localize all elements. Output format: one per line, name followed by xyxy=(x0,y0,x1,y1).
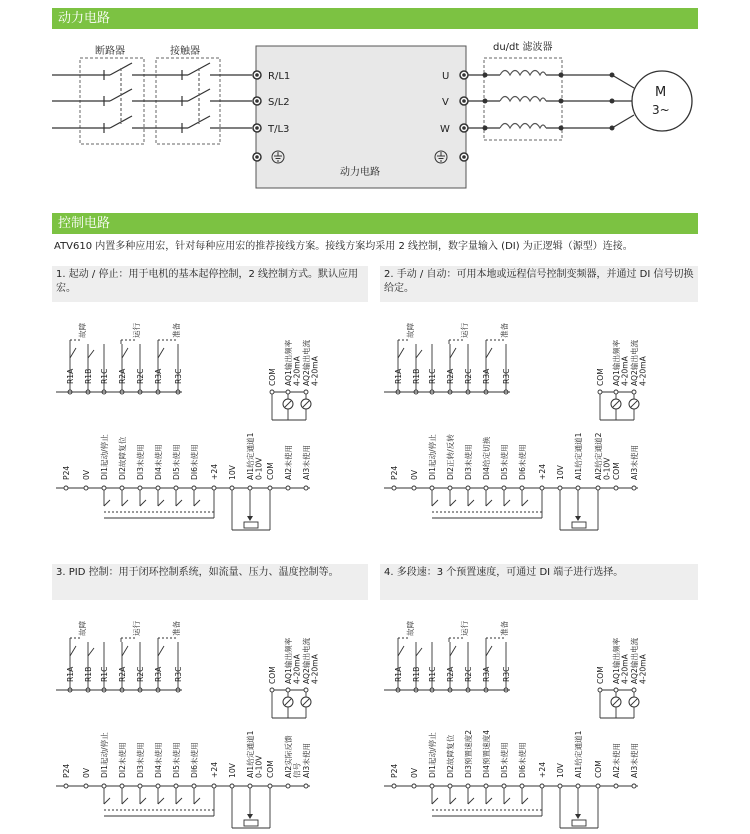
panel-1-di-switch xyxy=(158,500,164,506)
panel-4-relay-contact xyxy=(486,646,492,656)
control-circuit-header-text: 控制电路 xyxy=(58,216,111,231)
panel-2-relay-group-label: 运行 xyxy=(460,322,469,338)
panel-4-relay-terminal xyxy=(466,688,470,692)
motor-label-m: M xyxy=(655,85,667,100)
panel-4-relay-terminal xyxy=(448,688,452,692)
panel-2-di-switch xyxy=(450,500,456,506)
panel-1-di-terminal xyxy=(212,486,216,490)
panel-1-relay-terminal-label: R2A xyxy=(118,368,127,384)
panel-1-di-terminal xyxy=(138,486,142,490)
panel-1-relay-group-label: 故障 xyxy=(78,322,87,338)
panel-1-di-terminal-label: 0V xyxy=(82,469,91,480)
panel-2-aq-terminal xyxy=(598,390,602,394)
panel-1-di-terminal-label: DI2故障复位 xyxy=(118,436,127,480)
panel-3-relay-group-label: 准备 xyxy=(172,620,181,636)
panel-4-di-terminal xyxy=(430,784,434,788)
panel-3-di-terminal-label: DI3未使用 xyxy=(136,742,145,778)
drive-input-r: R/L1 xyxy=(268,71,291,82)
panel-2-di-terminal-label: DI4给定切换 xyxy=(482,436,491,480)
panel-3-di-switch xyxy=(194,798,200,804)
panel-4-relay-terminal xyxy=(396,688,400,692)
panel-2-relay-terminal xyxy=(430,390,434,394)
panel-1-ai-terminal-label: AI1给定通道10-10V xyxy=(246,432,264,480)
panel-3-di-terminal-label: DI4未使用 xyxy=(154,742,163,778)
panel-4-relay-group-label: 故障 xyxy=(406,620,415,636)
panel-4-di-switch xyxy=(432,798,438,804)
panel-4-ai-terminal-label: 10V xyxy=(556,763,565,778)
panel-4-relay-group-label: 准备 xyxy=(500,620,509,636)
panel-1-aq1-label: AQ1输出频率4-20mA xyxy=(284,339,302,386)
panel-2-relay-terminal xyxy=(466,390,470,394)
panel-3-relay-contact xyxy=(70,646,76,656)
panel-3-relay-terminal xyxy=(138,688,142,692)
panel-1-di-switch xyxy=(176,500,182,506)
panel-3-ai-terminal xyxy=(230,784,234,788)
panel-2-di-terminal xyxy=(540,486,544,490)
panel-3-ai-terminal-label: COM xyxy=(266,760,275,778)
panel-1-ai-terminal-label: AI2未使用 xyxy=(284,444,293,480)
panel-1-relay-terminal xyxy=(120,390,124,394)
panel-4-di-terminal-label: DI4预置速度4 xyxy=(482,729,491,778)
panel-3-relay-contact xyxy=(122,646,128,656)
panel-2-relay-terminal-label: R1B xyxy=(412,368,421,384)
panel-1-relay-terminal-label: R2C xyxy=(136,368,145,384)
panel-3-di-terminal xyxy=(120,784,124,788)
panel-3-relay-terminal xyxy=(120,688,124,692)
panel-2-relay-terminal-label: R3C xyxy=(502,368,511,384)
panel-1-ai-terminal xyxy=(248,486,252,490)
panel-4-ammeter-icon xyxy=(629,697,639,707)
panel-2-relay-terminal xyxy=(396,390,400,394)
power-circuit-header xyxy=(52,8,698,29)
panel-2-di-terminal xyxy=(484,486,488,490)
panel-2-potentiometer-icon xyxy=(572,522,586,528)
panel-1-ammeter-needle xyxy=(285,401,291,407)
panel-4-relay-contact xyxy=(416,648,422,656)
panel-3-ai-terminal xyxy=(268,784,272,788)
panel-3-di-switch xyxy=(104,798,110,804)
panel-3-relay-contact xyxy=(88,648,94,656)
panel-2-di-terminal-label: DI3未使用 xyxy=(464,444,473,480)
panel-1-relay-terminal xyxy=(176,390,180,394)
panel-3-relay-terminal-label: R1A xyxy=(66,666,75,682)
panel-3-di-terminal xyxy=(138,784,142,788)
panel-4-ammeter-needle xyxy=(613,699,619,705)
panel-1-relay-terminal xyxy=(156,390,160,394)
drive-output-w: W xyxy=(440,124,450,135)
panel-1-di-terminal xyxy=(120,486,124,490)
panel-3-relay-terminal xyxy=(176,688,180,692)
panel-3-aq-terminal xyxy=(286,688,290,692)
panel-2-pot-arrow xyxy=(575,516,581,521)
panel-2-relay-terminal-label: R1A xyxy=(394,368,403,384)
panel-2-relay-terminal xyxy=(484,390,488,394)
panel-3-title: 3. PID 控制：用于闭环控制系统，如流量、压力、温度控制等。 xyxy=(52,564,368,600)
drive-output-v: V xyxy=(442,97,449,108)
panel-1-ammeter-icon xyxy=(301,399,311,409)
panel-1-di-terminal-label: DI1起动/停止 xyxy=(100,434,109,480)
panel-4-di-switch xyxy=(522,798,528,804)
panel-2-ai-terminal-label: COM xyxy=(612,462,621,480)
panel-2-relay-terminal xyxy=(448,390,452,394)
panel-3-di-terminal xyxy=(84,784,88,788)
panel-4-di-terminal-label: +24 xyxy=(538,761,547,778)
panel-1-di-terminal-label: +24 xyxy=(210,463,219,480)
panel-2-di-terminal-label: DI2正转/反转 xyxy=(446,434,455,480)
panel-4-ai-terminal xyxy=(576,784,580,788)
panel-4-relay-contact xyxy=(398,646,404,656)
panel-1-pot-arrow xyxy=(247,516,253,521)
panel-1-ai-terminal-label: COM xyxy=(266,462,275,480)
panel-3-ammeter-needle xyxy=(285,699,291,705)
panel-3-ai-terminal-label: AI2实际反馈信号 xyxy=(284,735,302,778)
panel-4-aq2-label: AQ2输出电流4-20mA xyxy=(630,637,648,684)
panel-4-di-switch xyxy=(450,798,456,804)
panel-3-ai-terminal-label: 10V xyxy=(228,763,237,778)
panel-3-relay-terminal xyxy=(86,688,90,692)
panel-4-ai-terminal-label: AI3未使用 xyxy=(630,742,639,778)
panel-1-ai-terminal xyxy=(286,486,290,490)
panel-3-ai-terminal xyxy=(248,784,252,788)
panel-3-di-terminal-label: P24 xyxy=(62,763,71,778)
panel-2-di-terminal-label: DI6未使用 xyxy=(518,444,527,480)
panel-2-aq2-label: AQ2输出电流4-20mA xyxy=(630,339,648,386)
panel-1-di-terminal-label: DI4未使用 xyxy=(154,444,163,480)
panel-3-relay-terminal-label: R1C xyxy=(100,666,109,682)
panel-1-di-terminal xyxy=(174,486,178,490)
panel-2-relay-group-label: 故障 xyxy=(406,322,415,338)
panel-2-ai-terminal-label: 10V xyxy=(556,465,565,480)
panel-2-di-terminal xyxy=(412,486,416,490)
panel-4-ai-terminal xyxy=(558,784,562,788)
panel-2-ammeter-needle xyxy=(631,401,637,407)
control-intro-text: ATV610 内置多种应用宏，针对每种应用宏的推荐接线方案。接线方案均采用 2 线控制，数字量输入 (DI) 为正逻辑（源型）连接。 xyxy=(54,241,633,252)
panel-4-aq-terminal xyxy=(614,688,618,692)
panel-2-relay-contact xyxy=(416,350,422,358)
panel-4-di-switch xyxy=(468,798,474,804)
panel-1-ammeter-icon xyxy=(283,399,293,409)
panel-4-relay-contact xyxy=(450,646,456,656)
panel-2-di-terminal xyxy=(466,486,470,490)
breaker-label: 断路器 xyxy=(95,46,125,57)
panel-3-relay-group-label: 运行 xyxy=(132,620,141,636)
panel-1-ai-terminal xyxy=(268,486,272,490)
panel-3-relay-group-label: 故障 xyxy=(78,620,87,636)
panel-2-di-terminal xyxy=(392,486,396,490)
panel-4-di-switch xyxy=(504,798,510,804)
panel-2-di-terminal xyxy=(520,486,524,490)
panel-4-di-terminal-label: DI1起动/停止 xyxy=(428,732,437,778)
panel-1-relay-terminal-label: R1B xyxy=(84,368,93,384)
panel-4-relay-terminal-label: R1B xyxy=(412,666,421,682)
panel-3-aq-terminal xyxy=(304,688,308,692)
panel-1-relay-terminal-label: R1C xyxy=(100,368,109,384)
panel-3-aq-com-label: COM xyxy=(268,666,277,684)
panel-1-aq-terminal xyxy=(286,390,290,394)
drive-output-u: U xyxy=(442,71,450,82)
panel-1-di-terminal xyxy=(84,486,88,490)
panel-4-di-terminal xyxy=(466,784,470,788)
drive-input-s: S/L2 xyxy=(268,97,290,108)
contactor-label: 接触器 xyxy=(170,46,200,57)
panel-3-di-terminal-label: DI6未使用 xyxy=(190,742,199,778)
power-circuit-header-text: 动力电路 xyxy=(58,11,111,26)
panel-3-relay-terminal-label: R2A xyxy=(118,666,127,682)
panel-3-di-terminal xyxy=(156,784,160,788)
panel-2-di-terminal-label: +24 xyxy=(538,463,547,480)
panel-2-relay-terminal xyxy=(504,390,508,394)
panel-4-di-terminal-label: DI2故障复位 xyxy=(446,734,455,778)
panel-2-relay-terminal xyxy=(414,390,418,394)
panel-3-di-terminal-label: DI2未使用 xyxy=(118,742,127,778)
panel-1-ai-terminal-label: 10V xyxy=(228,465,237,480)
panel-3-di-switch xyxy=(140,798,146,804)
power-circuit-diagram xyxy=(0,30,750,230)
panel-3-relay-terminal-label: R3C xyxy=(174,666,183,682)
panel-1-title: 1. 起动 / 停止：用于电机的基本起停控制，2 线控制方式。默认应用宏。 xyxy=(52,266,368,302)
panel-3-di-terminal-label: 0V xyxy=(82,767,91,778)
panel-1-aq-terminal xyxy=(270,390,274,394)
panel-4-di-terminal xyxy=(540,784,544,788)
panel-1-di-terminal-label: DI6未使用 xyxy=(190,444,199,480)
panel-4-di-switch xyxy=(486,798,492,804)
panel-2-ai-terminal xyxy=(632,486,636,490)
panel-1-relay-terminal xyxy=(68,390,72,394)
panel-1-aq-com-label: COM xyxy=(268,368,277,386)
panel-1-relay-terminal xyxy=(138,390,142,394)
panel-1-relay-terminal-label: R1A xyxy=(66,368,75,384)
panel-1-relay-terminal xyxy=(86,390,90,394)
panel-4-relay-terminal-label: R3A xyxy=(482,666,491,682)
panel-2-relay-terminal-label: R1C xyxy=(428,368,437,384)
panel-4-di-terminal-label: DI3预置速度2 xyxy=(464,729,473,778)
panel-1-relay-contact xyxy=(88,350,94,358)
panel-4-di-terminal xyxy=(448,784,452,788)
panel-4-ai-terminal-label: AI1给定通道1 xyxy=(574,730,583,778)
panel-2-ammeter-needle xyxy=(613,401,619,407)
panel-3-ammeter-icon xyxy=(301,697,311,707)
panel-2-ai-terminal xyxy=(596,486,600,490)
panel-3-relay-terminal xyxy=(68,688,72,692)
panel-2-relay-contact xyxy=(486,348,492,358)
panel-3-relay-terminal-label: R2C xyxy=(136,666,145,682)
panel-3-di-switch xyxy=(122,798,128,804)
panel-4-di-terminal-label: DI6未使用 xyxy=(518,742,527,778)
panel-1-di-switch xyxy=(194,500,200,506)
panel-4-title: 4. 多段速：3 个预置速度，可通过 DI 端子进行选择。 xyxy=(380,564,698,600)
panel-3-relay-terminal xyxy=(102,688,106,692)
panel-4-relay-group-label: 运行 xyxy=(460,620,469,636)
panel-3-di-switch xyxy=(158,798,164,804)
panel-4-relay-terminal xyxy=(414,688,418,692)
panel-4-potentiometer-icon xyxy=(572,820,586,826)
panel-1-di-terminal xyxy=(156,486,160,490)
panel-2-ai-terminal-label: AI3未使用 xyxy=(630,444,639,480)
panel-1-relay-contact xyxy=(158,348,164,358)
panel-2-ai-terminal xyxy=(576,486,580,490)
panel-3-ai-terminal-label: AI1给定通道10-10V xyxy=(246,730,264,778)
panel-2-di-terminal xyxy=(448,486,452,490)
panel-1-di-switch xyxy=(104,500,110,506)
panel-1-ai-terminal xyxy=(304,486,308,490)
panel-1-relay-group-label: 准备 xyxy=(172,322,181,338)
control-circuit-header xyxy=(52,213,698,234)
panel-4-aq-terminal xyxy=(598,688,602,692)
panel-2-relay-contact xyxy=(450,348,456,358)
panel-1-di-terminal-label: DI5未使用 xyxy=(172,444,181,480)
panel-1-ai-terminal-label: AI3未使用 xyxy=(302,444,311,480)
panel-4-relay-terminal-label: R2C xyxy=(464,666,473,682)
panel-4-ammeter-needle xyxy=(631,699,637,705)
panel-2-aq1-label: AQ1输出频率4-20mA xyxy=(612,339,630,386)
phase-lines xyxy=(52,63,252,128)
panel-1-di-terminal xyxy=(102,486,106,490)
panel-2-di-switch xyxy=(432,500,438,506)
panel-3-di-switch xyxy=(176,798,182,804)
panel-2-aq-com-label: COM xyxy=(596,368,605,386)
panel-4-relay-terminal-label: R3C xyxy=(502,666,511,682)
panel-2-di-terminal-label: P24 xyxy=(390,465,399,480)
panel-2-title: 2. 手动 / 自动：可用本地或远程信号控制变频器，并通过 DI 信号切换给定。 xyxy=(380,266,698,302)
panel-3-di-terminal xyxy=(174,784,178,788)
panel-4-aq1-label: AQ1输出频率4-20mA xyxy=(612,637,630,684)
panel-3-potentiometer-icon xyxy=(244,820,258,826)
motor-symbol xyxy=(632,71,692,131)
panel-2-ammeter-icon xyxy=(629,399,639,409)
panel-4-pot-arrow xyxy=(575,814,581,819)
panel-1-relay-terminal xyxy=(102,390,106,394)
panel-2-relay-contact xyxy=(398,348,404,358)
panel-4-di-terminal xyxy=(502,784,506,788)
panel-1-di-switch xyxy=(140,500,146,506)
drive-input-t: T/L3 xyxy=(268,124,290,135)
panel-2-di-terminal xyxy=(502,486,506,490)
panel-2-ammeter-icon xyxy=(611,399,621,409)
panel-3-ai-terminal xyxy=(304,784,308,788)
panel-1-aq2-label: AQ2输出电流4-20mA xyxy=(302,339,320,386)
panel-2-relay-terminal-label: R2A xyxy=(446,368,455,384)
panel-2-di-terminal xyxy=(430,486,434,490)
panel-3-aq1-label: AQ1输出频率4-20mA xyxy=(284,637,302,684)
panel-4-di-terminal xyxy=(484,784,488,788)
panel-1-ammeter-needle xyxy=(303,401,309,407)
panel-1-relay-group-label: 运行 xyxy=(132,322,141,338)
panel-4-relay-terminal xyxy=(430,688,434,692)
panel-3-di-terminal xyxy=(102,784,106,788)
panel-3-pot-arrow xyxy=(247,814,253,819)
panel-2-di-switch xyxy=(486,500,492,506)
panel-4-ai-terminal xyxy=(614,784,618,788)
panel-2-relay-terminal-label: R2C xyxy=(464,368,473,384)
panel-3-aq2-label: AQ2输出电流4-20mA xyxy=(302,637,320,684)
panel-3-relay-terminal-label: R3A xyxy=(154,666,163,682)
panel-1-aq-terminal xyxy=(304,390,308,394)
panel-4-relay-terminal xyxy=(504,688,508,692)
panel-3-ai-terminal-label: AI3未使用 xyxy=(302,742,311,778)
panel-3-relay-terminal-label: R1B xyxy=(84,666,93,682)
drive-block-label: 动力电路 xyxy=(340,167,380,178)
panel-2-di-terminal-label: 0V xyxy=(410,469,419,480)
panel-2-di-switch xyxy=(504,500,510,506)
panel-3-relay-terminal xyxy=(156,688,160,692)
motor-label-phase: 3~ xyxy=(652,103,670,117)
panel-2-di-switch xyxy=(522,500,528,506)
panel-3-ai-terminal xyxy=(286,784,290,788)
panel-4-di-terminal-label: DI5未使用 xyxy=(500,742,509,778)
panel-4-di-terminal xyxy=(520,784,524,788)
panel-2-relay-group-label: 准备 xyxy=(500,322,509,338)
panel-1-di-terminal xyxy=(64,486,68,490)
panel-1-di-terminal-label: P24 xyxy=(62,465,71,480)
panel-1-relay-terminal-label: R3C xyxy=(174,368,183,384)
panel-2-di-terminal-label: DI1起动/停止 xyxy=(428,434,437,480)
panel-2-relay-terminal-label: R3A xyxy=(482,368,491,384)
panel-4-ai-terminal-label: AI2未使用 xyxy=(612,742,621,778)
panel-4-aq-com-label: COM xyxy=(596,666,605,684)
panel-4-relay-terminal xyxy=(484,688,488,692)
panel-4-di-terminal xyxy=(392,784,396,788)
panel-4-di-terminal-label: 0V xyxy=(410,767,419,778)
panel-4-ammeter-icon xyxy=(611,697,621,707)
panel-1-ai-terminal xyxy=(230,486,234,490)
panel-3-di-terminal-label: +24 xyxy=(210,761,219,778)
panel-2-ai-terminal xyxy=(614,486,618,490)
panel-4-relay-terminal-label: R1A xyxy=(394,666,403,682)
panel-4-di-terminal xyxy=(412,784,416,788)
panel-4-ai-terminal xyxy=(596,784,600,788)
panel-3-di-terminal-label: DI5未使用 xyxy=(172,742,181,778)
panel-3-aq-terminal xyxy=(270,688,274,692)
filter-label: du/dt 滤波器 xyxy=(493,42,553,53)
panel-2-ai-terminal xyxy=(558,486,562,490)
panel-3-di-terminal-label: DI1起动/停止 xyxy=(100,732,109,778)
panel-1-relay-contact xyxy=(122,348,128,358)
panel-3-ammeter-needle xyxy=(303,699,309,705)
panel-2-aq-terminal xyxy=(632,390,636,394)
panel-2-ai-terminal-label: AI1给定通道1 xyxy=(574,432,583,480)
panel-3-di-terminal xyxy=(212,784,216,788)
panel-1-potentiometer-icon xyxy=(244,522,258,528)
panel-1-relay-terminal-label: R3A xyxy=(154,368,163,384)
panel-3-ammeter-icon xyxy=(283,697,293,707)
panel-2-di-switch xyxy=(468,500,474,506)
panel-4-ai-terminal xyxy=(632,784,636,788)
panel-4-relay-terminal-label: R2A xyxy=(446,666,455,682)
panel-2-ai-terminal-label: AI2给定通道20-10V xyxy=(594,432,612,480)
panel-1-relay-contact xyxy=(70,348,76,358)
panel-4-ai-terminal-label: COM xyxy=(594,760,603,778)
panel-1-di-switch xyxy=(122,500,128,506)
panel-3-di-terminal xyxy=(192,784,196,788)
panel-4-relay-terminal-label: R1C xyxy=(428,666,437,682)
panel-3-di-terminal xyxy=(64,784,68,788)
panel-1-di-terminal xyxy=(192,486,196,490)
panel-2-di-terminal-label: DI5未使用 xyxy=(500,444,509,480)
panel-1-di-terminal-label: DI3未使用 xyxy=(136,444,145,480)
panel-3-relay-contact xyxy=(158,646,164,656)
panel-4-aq-terminal xyxy=(632,688,636,692)
panel-2-aq-terminal xyxy=(614,390,618,394)
panel-4-di-terminal-label: P24 xyxy=(390,763,399,778)
